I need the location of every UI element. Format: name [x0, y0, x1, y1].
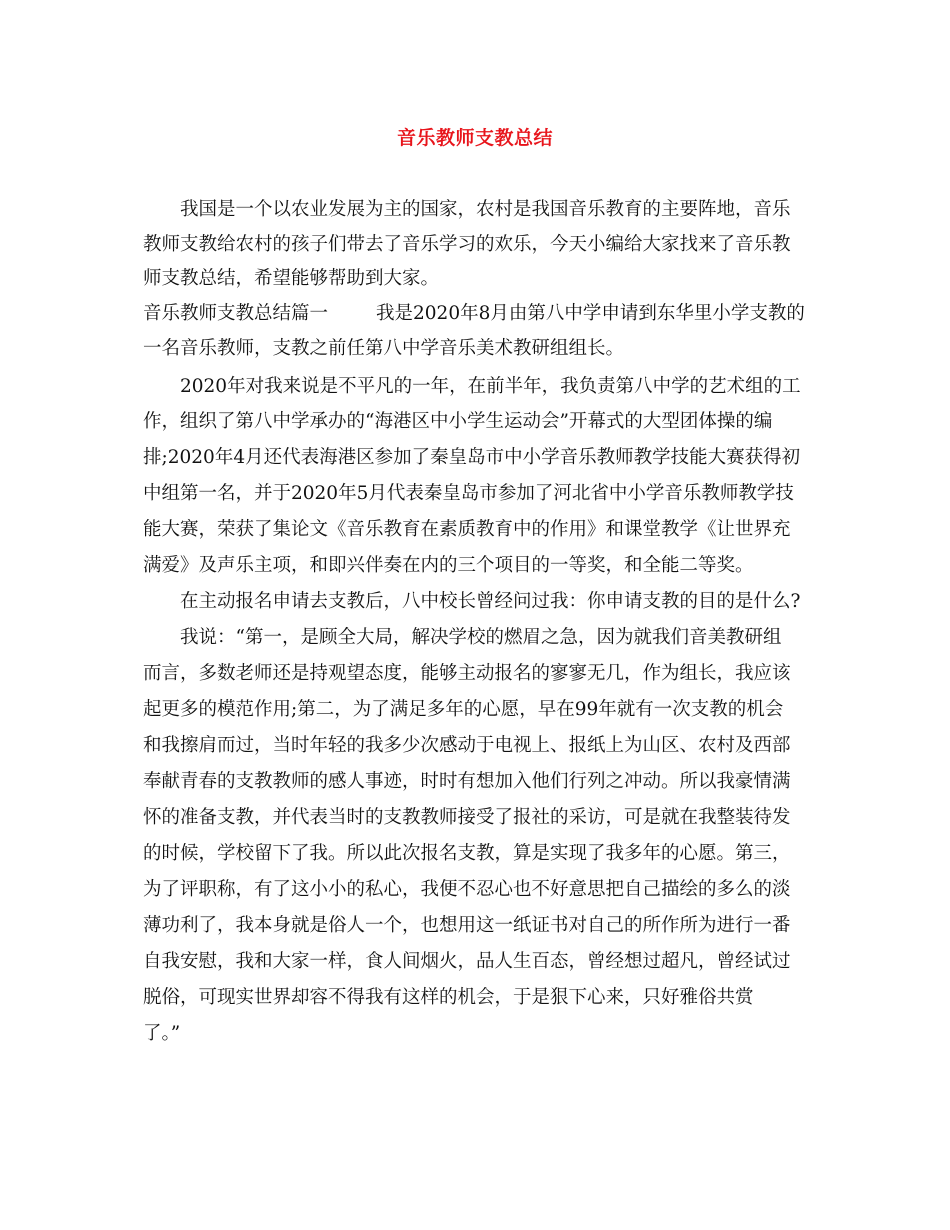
text-line: 教师支教给农村的孩子们带去了音乐学习的欢乐，今天小编给大家找来了音乐教 [143, 234, 791, 255]
text-line: 一名音乐教师，支教之前任第八中学音乐美术教研组组长。 [143, 338, 625, 359]
section-heading: 音乐教师支教总结篇一 [143, 303, 329, 324]
text-line: 作，组织了第八中学承办的“海港区中小学生运动会”开幕式的大型团体操的编 [143, 411, 773, 432]
text-line: 为了评职称，有了这小小的私心，我便不忍心也不好意思把自己描绘的多么的淡 [143, 879, 791, 900]
text-line: 师支教总结，希望能够帮助到大家。 [143, 268, 440, 289]
text-line: 起更多的模范作用;第二，为了满足多年的心愿，早在99年就有一次支教的机会 [143, 699, 784, 720]
text-line: 我说：“第一，是顾全大局，解决学校的燃眉之急，因为就我们音美教研组 [180, 627, 782, 648]
text-line: 满爱》及声乐主项，和即兴伴奏在内的三个项目的一等奖，和全能二等奖。 [143, 555, 754, 576]
text-line: 脱俗，可现实世界却容不得我有这样的机会，于是狠下心来，只好雅俗共赏 [143, 987, 754, 1008]
text-line: 自我安慰，我和大家一样，食人间烟火，品人生百态，曾经想过超凡，曾经试过 [143, 951, 791, 972]
text-line: 奉献青春的支教教师的感人事迹，时时有想加入他们行列之冲动。所以我豪情满 [143, 771, 791, 792]
text-run: 我是2020年8月由第八中学申请到东华里小学支教的 [376, 303, 805, 324]
text-line: 和我擦肩而过，当时年轻的我多少次感动于电视上、报纸上为山区、农村及西部 [143, 735, 791, 756]
text-line: 在主动报名申请去支教后，八中校长曾经问过我：你申请支教的目的是什么? [180, 591, 801, 612]
text-line: 怀的准备支教，并代表当时的支教教师接受了报社的采访，可是就在我整装待发 [143, 807, 791, 828]
text-line: 排;2020年4月还代表海港区参加了秦皇岛市中小学音乐教师教学技能大赛获得初 [143, 447, 801, 468]
text-line: 薄功利了，我本身就是俗人一个，也想用这一纸证书对自己的所作所为进行一番 [143, 915, 791, 936]
text-line: 了。” [143, 1023, 181, 1044]
text-line: 我国是一个以农业发展为主的国家，农村是我国音乐教育的主要阵地，音乐 [180, 199, 791, 220]
text-line: 的时候，学校留下了我。所以此次报名支教，算是实现了我多年的心愿。第三， [143, 843, 791, 864]
section-heading-line [143, 297, 805, 331]
text-line: 中组第一名，并于2020年5月代表秦皇岛市参加了河北省中小学音乐教师教学技 [143, 483, 794, 504]
text-line: 2020年对我来说是不平凡的一年，在前半年，我负责第八中学的艺术组的工 [180, 376, 801, 397]
text-line: 而言，多数老师还是持观望态度，能够主动报名的寥寥无几，作为组长，我应该 [143, 663, 791, 684]
text-line: 能大赛，荣获了集论文《音乐教育在素质教育中的作用》和课堂教学《让世界充 [143, 519, 791, 540]
document-title: 音乐教师支教总结 [396, 127, 553, 149]
